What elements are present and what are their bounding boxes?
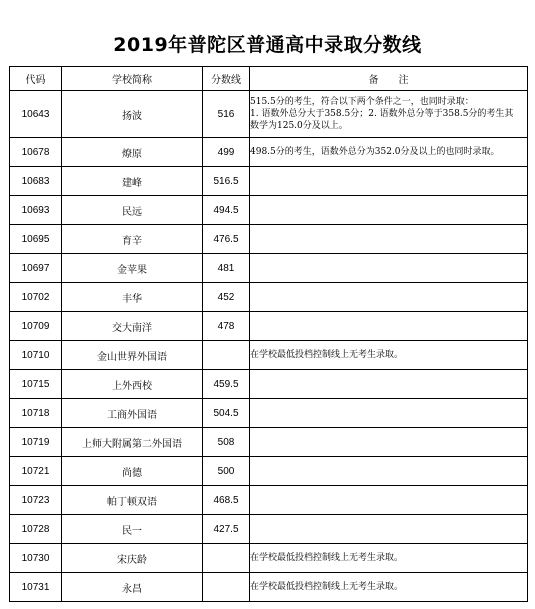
school-code-cell: 10715 [10, 370, 62, 399]
school-code-cell: 10678 [10, 138, 62, 167]
note-cell [250, 225, 528, 254]
school-code-cell: 10683 [10, 167, 62, 196]
note-cell [250, 486, 528, 515]
table-row [10, 428, 528, 457]
school-name-cell: 金苹果 [62, 254, 203, 283]
school-code-cell: 10718 [10, 399, 62, 428]
note-cell [250, 428, 528, 457]
note-line: 515.5分的考生，符合以下两个条件之一，也同时录取： [250, 97, 474, 107]
score-cell: 476.5 [203, 225, 250, 254]
table-row [10, 370, 528, 399]
school-code-cell: 10730 [10, 544, 62, 573]
note-cell [250, 457, 528, 486]
table-row [10, 196, 528, 225]
score-cell: 478 [203, 312, 250, 341]
school-code-cell: 10702 [10, 283, 62, 312]
table-header-row [10, 67, 528, 91]
school-name-cell: 交大南洋 [62, 312, 203, 341]
school-name-cell: 民一 [62, 515, 203, 544]
score-cell: 516.5 [203, 167, 250, 196]
table-body [10, 91, 528, 602]
note-cell [250, 254, 528, 283]
note-cell [250, 167, 528, 196]
score-cell [203, 544, 250, 573]
school-code-cell: 10693 [10, 196, 62, 225]
note-cell [250, 370, 528, 399]
table-row [10, 167, 528, 196]
score-cell [203, 341, 250, 370]
table-row [10, 573, 528, 602]
table-row [10, 399, 528, 428]
score-cell [203, 573, 250, 602]
table-row [10, 486, 528, 515]
note-cell [250, 544, 528, 573]
table-row [10, 254, 528, 283]
note-cell [250, 515, 528, 544]
score-cell: 452 [203, 283, 250, 312]
note-cell [250, 399, 528, 428]
table-row [10, 544, 528, 573]
note-cell [250, 196, 528, 225]
school-code-cell: 10719 [10, 428, 62, 457]
note-line: 在学校最低投档控制线上无考生录取。 [250, 582, 404, 592]
score-cell: 459.5 [203, 370, 250, 399]
school-code-cell: 10723 [10, 486, 62, 515]
header-score: 分数线 [203, 67, 250, 91]
page-title: 2019年普陀区普通高中录取分数线 [113, 34, 422, 56]
school-name-cell: 民远 [62, 196, 203, 225]
table-row [10, 457, 528, 486]
school-name-cell: 上外西校 [62, 370, 203, 399]
table-row [10, 312, 528, 341]
school-code-cell: 10643 [10, 91, 62, 138]
score-cell: 499 [203, 138, 250, 167]
school-name-cell: 永昌 [62, 573, 203, 602]
table-row [10, 138, 528, 167]
note-line: 数学为125.0分及以上。 [250, 121, 348, 131]
school-name-cell: 建峰 [62, 167, 203, 196]
table-row [10, 341, 528, 370]
header-school: 学校简称 [62, 67, 203, 91]
table-row [10, 515, 528, 544]
school-name-cell: 丰华 [62, 283, 203, 312]
school-name-cell: 燎原 [62, 138, 203, 167]
school-name-cell: 工商外国语 [62, 399, 203, 428]
school-code-cell: 10695 [10, 225, 62, 254]
school-code-cell: 10697 [10, 254, 62, 283]
table-row [10, 283, 528, 312]
header-note: 备 注 [250, 67, 528, 91]
school-code-cell: 10709 [10, 312, 62, 341]
school-name-cell: 金山世界外国语 [62, 341, 203, 370]
note-cell [250, 138, 528, 167]
school-code-cell: 10721 [10, 457, 62, 486]
score-cell: 427.5 [203, 515, 250, 544]
table-row [10, 91, 528, 138]
note-cell [250, 573, 528, 602]
note-line: 498.5分的考生，语数外总分为352.0分及以上的也同时录取。 [250, 147, 500, 157]
score-cell: 494.5 [203, 196, 250, 225]
score-cell: 516 [203, 91, 250, 138]
score-cell: 500 [203, 457, 250, 486]
school-code-cell: 10728 [10, 515, 62, 544]
note-line: 1. 语数外总分大于358.5分；2. 语数外总分等于358.5分的考生其 [250, 109, 514, 119]
admission-score-table [9, 66, 528, 602]
school-name-cell: 育辛 [62, 225, 203, 254]
note-cell [250, 91, 528, 138]
school-name-cell: 帕丁顿双语 [62, 486, 203, 515]
table-row [10, 225, 528, 254]
note-line: 在学校最低投档控制线上无考生录取。 [250, 553, 404, 563]
score-cell: 468.5 [203, 486, 250, 515]
score-cell: 508 [203, 428, 250, 457]
note-cell [250, 312, 528, 341]
header-code: 代码 [10, 67, 62, 91]
school-code-cell: 10710 [10, 341, 62, 370]
note-cell [250, 341, 528, 370]
note-cell [250, 283, 528, 312]
school-name-cell: 上师大附属第二外国语 [62, 428, 203, 457]
note-line: 在学校最低投档控制线上无考生录取。 [250, 350, 404, 360]
score-cell: 481 [203, 254, 250, 283]
school-code-cell: 10731 [10, 573, 62, 602]
school-name-cell: 宋庆龄 [62, 544, 203, 573]
school-name-cell: 扬波 [62, 91, 203, 138]
score-cell: 504.5 [203, 399, 250, 428]
school-name-cell: 尚德 [62, 457, 203, 486]
